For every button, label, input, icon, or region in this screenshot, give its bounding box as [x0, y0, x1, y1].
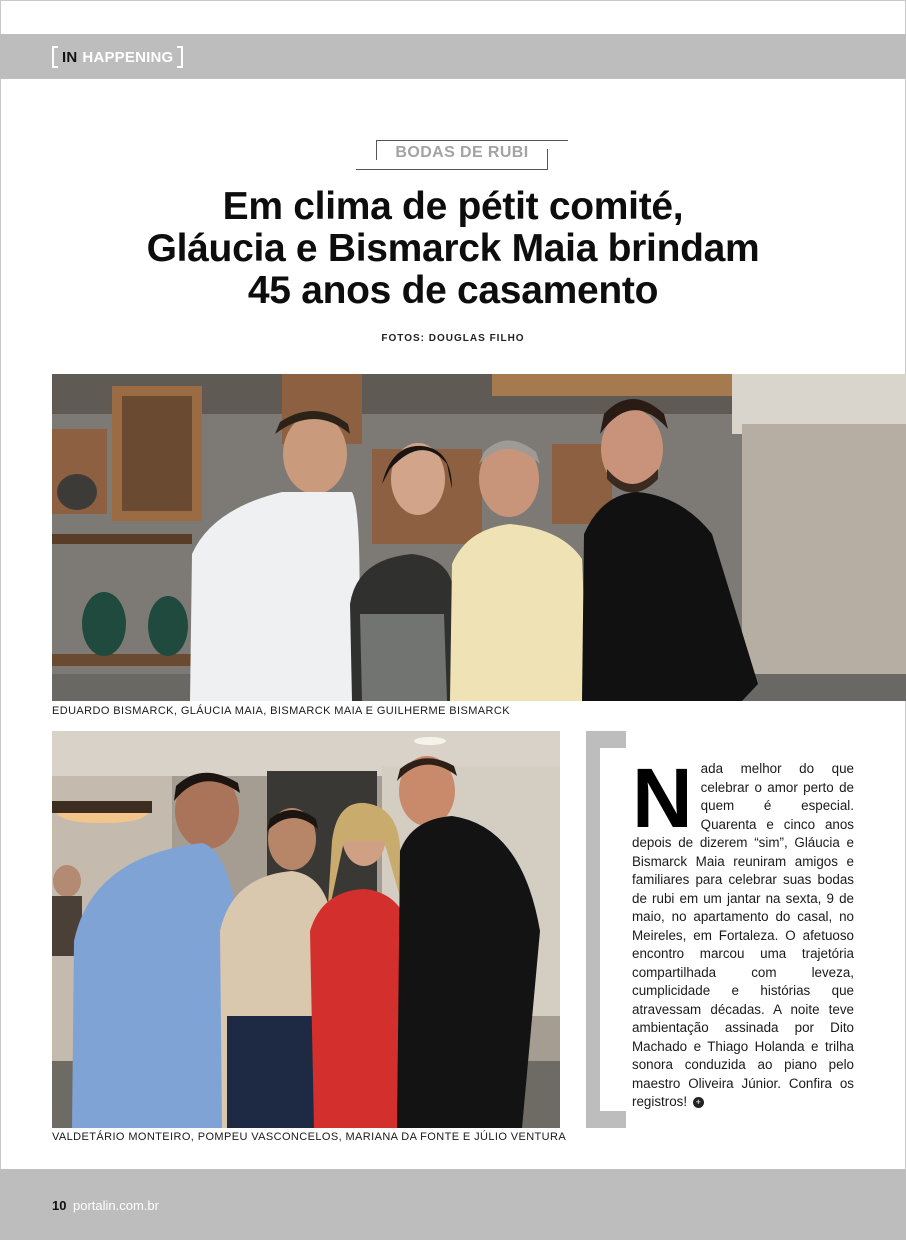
footer-band — [0, 1169, 906, 1240]
drop-cap: N — [632, 751, 693, 845]
headline-line-2: Gláucia e Bismarck Maia brindam — [146, 227, 760, 270]
headline-line-1: Em clima de pétit comité, — [222, 185, 684, 228]
bracket-bottom — [586, 1111, 626, 1128]
kicker-label: BODAS DE RUBI — [395, 144, 529, 161]
section-name: HAPPENING — [82, 48, 174, 66]
section-prefix: IN — [62, 48, 78, 66]
photo-2-caption: VALDETÁRIO MONTEIRO, POMPEU VASCONCELOS, MARIANA DA FONTE E JÚLIO VENTURA — [52, 1131, 567, 1143]
article-body — [632, 751, 854, 1112]
headline-line-3: 45 anos de casamento — [247, 269, 659, 312]
section-header-band — [0, 34, 906, 79]
headline — [100, 186, 806, 312]
kicker-rule-bottom — [356, 169, 548, 170]
site-link[interactable]: portalin.com.br — [73, 1198, 159, 1213]
bracket-side — [586, 731, 600, 1128]
photo-group-2 — [52, 731, 560, 1128]
page-number: 10 — [52, 1198, 67, 1213]
photo-2-illustration — [52, 731, 560, 1128]
bracket-right-icon — [177, 46, 183, 68]
article-body-text: ada melhor do que celebrar o amor perto de quem é especial. Quarenta e cinco anos depois de dizerem “sim”, Gláucia e Bismarck Maia reuniram amigos e familiares para celebrar suas bodas de rubi em um jantar na sexta, 9 de maio, no apartamento do casal, no Meireles, em Fortaleza. O afetuoso encontro marcou uma trajetória compartilhada com leveza, cumplicidade e histórias que atravessam décadas. A noite teve ambientação assinada por Dito Machado e Thiago Holanda e trilha sonora conduzida ao piano pelo maestro Oliveira Júnior. Confira os registros! — [632, 761, 854, 1109]
kicker — [356, 140, 568, 170]
end-mark-icon: + — [693, 1097, 704, 1108]
section-tag — [52, 46, 183, 68]
kicker-rule-top — [376, 140, 568, 141]
bracket-left-icon — [52, 46, 58, 68]
photo-1-caption: EDUARDO BISMARCK, GLÁUCIA MAIA, BISMARCK MAIA E GUILHERME BISMARCK — [52, 705, 510, 717]
photo-1-illustration — [52, 374, 906, 701]
text-bracket — [586, 731, 626, 1128]
photo-group-1 — [52, 374, 906, 701]
photo-credit: FOTOS: DOUGLAS FILHO — [381, 333, 525, 344]
